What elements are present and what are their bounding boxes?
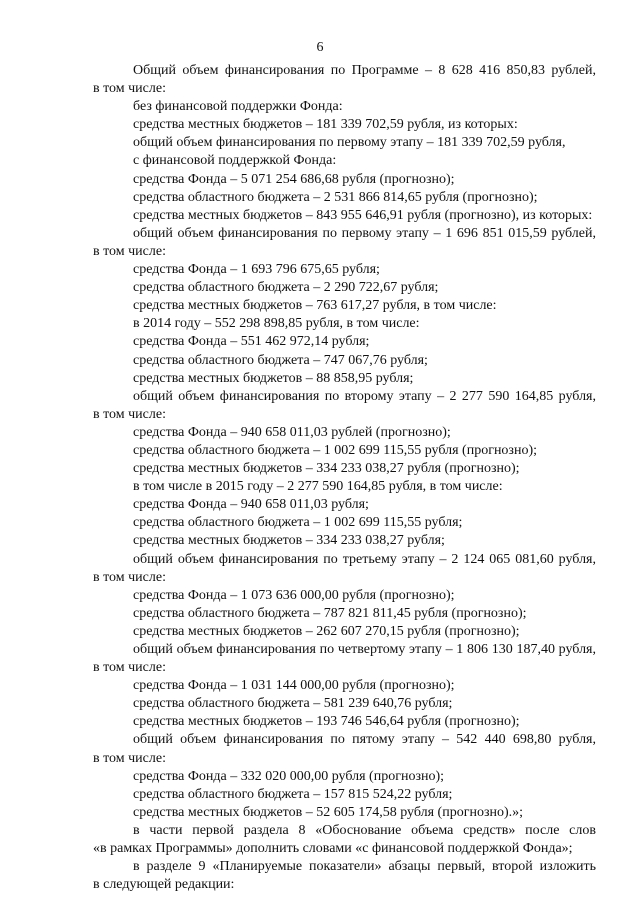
text-line: средства местных бюджетов – 763 617,27 рубля, в том числе: [133,298,497,314]
text-line: средства Фонда – 551 462 972,14 рубля; [133,334,370,350]
text-line: в части первой раздела 8 «Обоснование объема средств» после слов [133,822,596,838]
text-line: средства Фонда – 940 658 011,03 рубля; [133,497,369,513]
text-line: общий объем финансирования по второму этапу – 2 277 590 164,85 рубля, [133,388,596,404]
text-line: средства областного бюджета – 2 290 722,67 рубля; [133,280,439,296]
text-line: средства местных бюджетов – 193 746 546,64 рубля (прогнозно); [133,714,520,730]
text-line: средства Фонда – 5 071 254 686,68 рубля (прогнозно); [133,171,455,187]
text-line: общий объем финансирования по первому этапу – 1 696 851 015,59 рублей, [133,225,596,241]
document-body [93,62,596,894]
text-line: «в рамках Программы» дополнить словами «с финансовой поддержкой Фонда»; [93,841,573,857]
text-line: средства областного бюджета – 581 239 640,76 рубля; [133,696,453,712]
text-line: общий объем финансирования по пятому этапу – 542 440 698,80 рубля, [133,732,596,748]
text-line: средства областного бюджета – 787 821 811,45 рубля (прогнозно); [133,605,527,621]
text-line: Общий объем финансирования по Программе – 8 628 416 850,83 рублей, [133,63,596,78]
text-line: в том числе: [93,406,166,422]
text-line: в следующей редакции: [93,877,235,893]
text-line: средства Фонда – 1 693 796 675,65 рубля; [133,262,380,278]
text-line: в том числе в 2015 году – 2 277 590 164,85 рубля, в том числе: [133,479,503,495]
text-line: средства местных бюджетов – 181 339 702,59 рубля, из которых: [133,117,518,133]
text-line: средства Фонда – 1 073 636 000,00 рубля (прогнозно); [133,587,455,603]
text-line: в разделе 9 «Планируемые показатели» абзацы первый, второй изложить [133,859,596,875]
text-line: средства областного бюджета – 747 067,76 рубля; [133,352,428,368]
text-line: в том числе: [93,750,166,766]
text-line: средства областного бюджета – 2 531 866 814,65 рубля (прогнозно); [133,189,538,205]
text-line: средства местных бюджетов – 88 858,95 рубля; [133,370,414,386]
text-line: с финансовой поддержкой Фонда: [133,153,337,169]
text-line: общий объем финансирования по первому этапу – 181 339 702,59 рубля, [133,135,566,151]
page-number: 6 [316,40,324,55]
text-line: средства областного бюджета – 157 815 524,22 рубля; [133,786,453,802]
text-line: средства областного бюджета – 1 002 699 115,55 рубля; [133,515,463,531]
text-line: общий объем финансирования по третьему этапу – 2 124 065 081,60 рубля, [133,551,596,567]
text-line: средства Фонда – 940 658 011,03 рублей (прогнозно); [133,424,451,440]
text-line: средства местных бюджетов – 262 607 270,15 рубля (прогнозно); [133,623,520,639]
text-line: средства Фонда – 332 020 000,00 рубля (прогнозно); [133,768,445,784]
text-line: средства областного бюджета – 1 002 699 115,55 рубля (прогнозно); [133,442,538,458]
text-line: в том числе: [93,81,166,97]
text-line: средства местных бюджетов – 52 605 174,58 рубля (прогнозно).»; [133,804,524,820]
text-line: средства Фонда – 1 031 144 000,00 рубля (прогнозно); [133,678,455,694]
text-line: общий объем финансирования по четвертому этапу – 1 806 130 187,40 рубля, [133,642,596,657]
text-line: в 2014 году – 552 298 898,85 рубля, в том числе: [133,316,420,332]
text-line: в том числе: [93,243,166,259]
text-line: средства местных бюджетов – 843 955 646,91 рубля (прогнозно), из которых: [133,207,593,223]
text-line: средства местных бюджетов – 334 233 038,27 рубля (прогнозно); [133,461,520,477]
text-line: без финансовой поддержки Фонда: [133,99,343,115]
text-line: средства местных бюджетов – 334 233 038,27 рубля; [133,533,445,549]
text-line: в том числе: [93,660,166,676]
text-line: в том числе: [93,569,166,585]
